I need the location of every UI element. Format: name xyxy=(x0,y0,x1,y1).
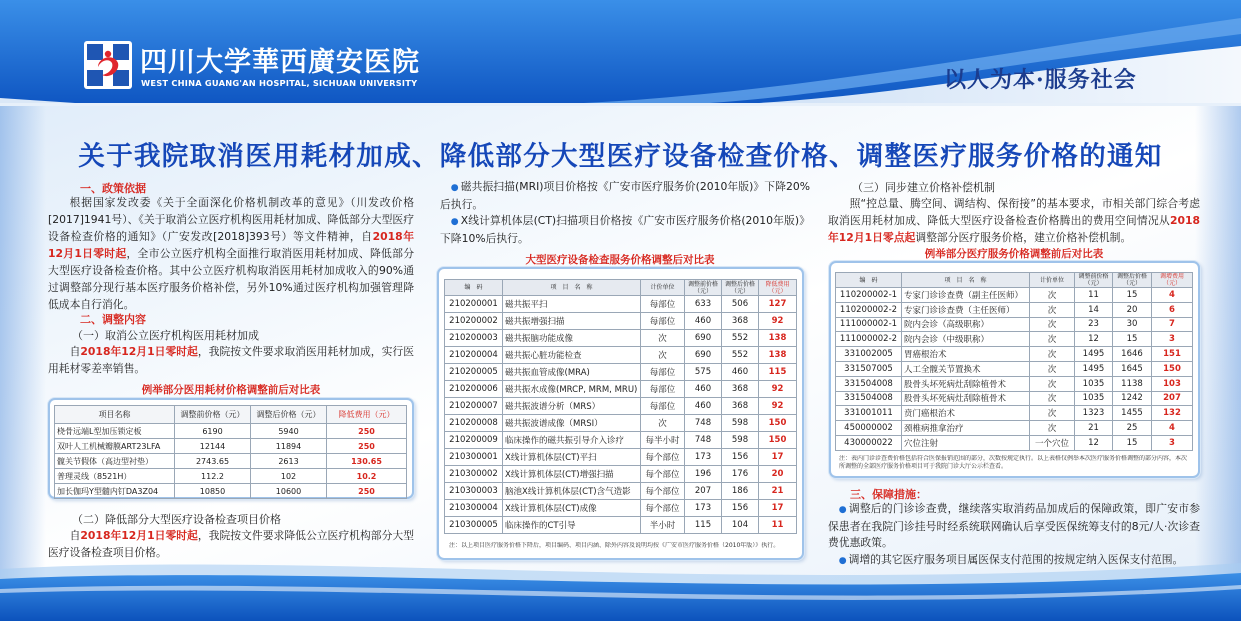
service-table-title: 例举部分医疗服务价格调整前后对比表 xyxy=(924,248,1104,260)
equipment-table-row xyxy=(445,313,797,330)
service-table-panel xyxy=(829,261,1200,478)
equipment-table-cell: 598 xyxy=(722,432,759,449)
consumables-table-cell: 112.2 xyxy=(175,469,251,484)
column-header: 调整后价格（元） xyxy=(1113,273,1152,288)
column-header: 编 码 xyxy=(836,273,902,288)
equipment-table-cell: 460 xyxy=(685,313,722,330)
equipment-table-row xyxy=(445,466,797,483)
service-table-cell: 12 xyxy=(1075,332,1113,347)
service-table-cell: 15 xyxy=(1113,435,1152,450)
equipment-table-cell: 210300002 xyxy=(445,466,503,483)
service-table-cell: 次 xyxy=(1030,317,1075,332)
equipment-table-cell: 460 xyxy=(685,381,722,398)
consumables-table-cell: 130.65 xyxy=(327,454,407,469)
equipment-table-cell: 临床操作的磁共振引导介入诊疗 xyxy=(503,432,641,449)
equipment-table-cell: 748 xyxy=(685,415,722,432)
consumables-table-row xyxy=(55,424,407,439)
consumables-table-cell: 双叶人工机械瓣膜ART23LFA xyxy=(55,439,175,454)
service-table-row xyxy=(836,421,1193,436)
service-table-cell: 次 xyxy=(1030,332,1075,347)
service-table-cell: 1495 xyxy=(1075,347,1113,362)
equipment-table-cell: 17 xyxy=(759,449,797,466)
blue-dot-icon: ● xyxy=(450,217,459,227)
service-table-cell: 450000002 xyxy=(836,421,902,436)
service-table-cell: 胃癌根治术 xyxy=(902,347,1030,362)
equipment-table-cell: 每部位 xyxy=(641,398,685,415)
service-table-row xyxy=(836,288,1193,303)
service-table-cell: 次 xyxy=(1030,421,1075,436)
effective-date: 2018年12月1日零时起 xyxy=(80,529,198,542)
service-price-table xyxy=(835,272,1193,451)
equipment-table-cell: 460 xyxy=(722,364,759,381)
consumables-table-cell: 250 xyxy=(327,439,407,454)
service-table-cell: 15 xyxy=(1113,332,1152,347)
equipment-table-cell: 20 xyxy=(759,466,797,483)
equipment-table-cell: 磁共振脑功能成像 xyxy=(503,330,641,347)
service-table-cell: 股骨头坏死病灶刮除植骨术 xyxy=(902,391,1030,406)
slogan: 以人为本·服务社会 xyxy=(944,67,1137,93)
effective-date: 2018年12月1日零点起 xyxy=(828,214,1200,244)
equipment-table-cell: 210200003 xyxy=(445,330,503,347)
service-table-cell: 30 xyxy=(1113,317,1152,332)
equipment-table-cell: 368 xyxy=(722,398,759,415)
equipment-table-cell: 每半小时 xyxy=(641,432,685,449)
service-table-cell: 151 xyxy=(1152,347,1193,362)
hospital-logo-icon xyxy=(84,41,132,89)
equipment-table-cell: 210200008 xyxy=(445,415,503,432)
consumables-table-cell: 2613 xyxy=(251,454,327,469)
service-table-body xyxy=(836,288,1193,451)
service-table-cell: 3 xyxy=(1152,332,1193,347)
equipment-table-cell: 210200001 xyxy=(445,296,503,313)
service-table-cell: 15 xyxy=(1113,288,1152,303)
consumables-table-body xyxy=(55,424,407,499)
consumables-table-cell: 普理灵线（8521H） xyxy=(55,469,175,484)
service-table-row xyxy=(836,391,1193,406)
equipment-table-cell: 92 xyxy=(759,313,797,330)
service-table-note: 注：表内门诊诊查费价格包括符合医保报销范围的部分，次数按规定执行。以上表格仅例举本次医疗服务价格调整的部分内容，本次所调整的全部医疗服务价格项目可于我院门诊大厅公示栏查看。 xyxy=(839,455,1188,470)
service-table-cell: 一个穴位 xyxy=(1030,435,1075,450)
equipment-table-cell: 748 xyxy=(685,432,722,449)
service-table-cell: 207 xyxy=(1152,391,1193,406)
column-header: 项 目 名 称 xyxy=(902,273,1030,288)
service-table-cell: 331504008 xyxy=(836,391,902,406)
equipment-table-cell: 次 xyxy=(641,330,685,347)
equipment-table-cell: 92 xyxy=(759,398,797,415)
service-table-cell: 25 xyxy=(1113,421,1152,436)
list-item xyxy=(440,213,810,247)
consumables-table-cell: 250 xyxy=(327,424,407,439)
equipment-table-panel xyxy=(437,267,804,560)
equipment-table-cell: 196 xyxy=(685,466,722,483)
consumables-table-cell: 髋关节假体（高边型衬垫） xyxy=(55,454,175,469)
compensation-paragraph xyxy=(828,195,1200,246)
equipment-table-cell: 633 xyxy=(685,296,722,313)
service-table-cell: 专家门诊诊查费（主任医师） xyxy=(902,302,1030,317)
equipment-table-cell: 150 xyxy=(759,415,797,432)
imaging-price-list xyxy=(440,179,810,247)
equipment-table-cell: 每部位 xyxy=(641,364,685,381)
service-table-cell: 1035 xyxy=(1075,391,1113,406)
consumables-table-cell: 250 xyxy=(327,484,407,499)
service-table-cell: 1646 xyxy=(1113,347,1152,362)
equipment-table-cell: 210200004 xyxy=(445,347,503,364)
equipment-table-cell: 11 xyxy=(759,517,797,534)
equipment-table-row xyxy=(445,415,797,432)
service-table-row xyxy=(836,376,1193,391)
service-table-cell: 1138 xyxy=(1113,376,1152,391)
policy-paragraph xyxy=(48,194,414,313)
equipment-table-row xyxy=(445,364,797,381)
consumables-text: ，我院按文件要求取消医用耗材加成，实行医用耗材零差率销售。 xyxy=(48,345,415,375)
service-table-cell: 23 xyxy=(1075,317,1113,332)
equipment-table-cell: 磁共振平扫 xyxy=(503,296,641,313)
equipment-table-cell: 156 xyxy=(722,449,759,466)
equipment-table-note: 注：以上项目医疗服务价格下降后，项目编码、项目内涵、除外内容及说明均按《广安市医疗服务价格（2010年版）》执行。 xyxy=(449,542,780,549)
table-header-row xyxy=(836,273,1193,288)
list-item-text: 调整后的门诊诊查费，继续落实取消药品加成后的保障政策，即广安市参保患者在我院门诊挂号时经系统联网确认后享受医保统筹支付的8元/人·次诊查费优惠政策。 xyxy=(828,502,1201,549)
column-header: 调增费用（元） xyxy=(1152,273,1193,288)
list-item-text: X线计算机体层(CT)扫描项目价格按《广安市医疗服务价格(2010年版)》下降10%后执行。 xyxy=(440,214,810,245)
column-header: 项 目 名 称 xyxy=(503,280,641,296)
equipment-table-cell: 210200009 xyxy=(445,432,503,449)
consumables-table-cell: 5940 xyxy=(251,424,327,439)
equipment-table-cell: 138 xyxy=(759,330,797,347)
compensation-text: 调整部分医疗服务价格，建立价格补偿机制。 xyxy=(915,231,1132,244)
equipment-table-cell: 次 xyxy=(641,415,685,432)
section-guarantee-heading: 三、保障措施： xyxy=(850,488,927,501)
equipment-table-cell: 186 xyxy=(722,483,759,500)
service-table-cell: 股骨头坏死病灶刮除植骨术 xyxy=(902,376,1030,391)
equipment-table-cell: 690 xyxy=(685,347,722,364)
consumables-table-row xyxy=(55,469,407,484)
column-header: 降低费用（元） xyxy=(327,406,407,424)
equipment-table-cell: 次 xyxy=(641,347,685,364)
equipment-table-cell: 磁共振波谱成像（MRSI） xyxy=(503,415,641,432)
column-header: 调整前价格（元） xyxy=(1075,273,1113,288)
service-table-cell: 21 xyxy=(1075,421,1113,436)
equipment-table-row xyxy=(445,330,797,347)
consumables-paragraph xyxy=(48,343,414,377)
equipment-table-title: 大型医疗设备检查服务价格调整后对比表 xyxy=(525,254,715,266)
service-table-cell: 4 xyxy=(1152,421,1193,436)
equipment-table-row xyxy=(445,432,797,449)
equipment-table-cell: 每部位 xyxy=(641,313,685,330)
service-table-row xyxy=(836,302,1193,317)
equipment-table-cell: 210300001 xyxy=(445,449,503,466)
service-table-cell: 6 xyxy=(1152,302,1193,317)
equipment-table-cell: 210200006 xyxy=(445,381,503,398)
equipment-table-row xyxy=(445,398,797,415)
equipment-table-cell: 磁共振波谱分析（MRS） xyxy=(503,398,641,415)
section-policy-heading: 一、政策依据 xyxy=(80,182,146,195)
consumables-table-row xyxy=(55,439,407,454)
service-table-cell: 颈椎病推拿治疗 xyxy=(902,421,1030,436)
consumables-table-cell: 102 xyxy=(251,469,327,484)
service-table-cell: 穴位注射 xyxy=(902,435,1030,450)
equipment-table-cell: X线计算机体层(CT)平扫 xyxy=(503,449,641,466)
equipment-table-cell: 磁共振水成像(MRCP, MRM, MRU) xyxy=(503,381,641,398)
equipment-table-cell: 磁共振增强扫描 xyxy=(503,313,641,330)
consumables-table-row xyxy=(55,454,407,469)
service-table-row xyxy=(836,406,1193,421)
consumables-table-row xyxy=(55,484,407,499)
equipment-table-cell: 368 xyxy=(722,381,759,398)
service-table-row xyxy=(836,317,1193,332)
equipment-table-row xyxy=(445,347,797,364)
equipment-table-cell: 552 xyxy=(722,347,759,364)
service-table-cell: 20 xyxy=(1113,302,1152,317)
column-header: 调整后价格（元） xyxy=(722,280,759,296)
consumables-table-cell: 加长伽玛Y型髓内钉DA3Z04 xyxy=(55,484,175,499)
equipment-table-cell: 115 xyxy=(685,517,722,534)
equipment-table-cell: 104 xyxy=(722,517,759,534)
subsection-compensation: （三）同步建立价格补偿机制 xyxy=(852,181,995,194)
service-table-cell: 430000022 xyxy=(836,435,902,450)
equipment-table-cell: 598 xyxy=(722,415,759,432)
equipment-table-cell: 半小时 xyxy=(641,517,685,534)
equipment-table-cell: 115 xyxy=(759,364,797,381)
consumables-text: 自 xyxy=(69,345,81,358)
service-table-cell: 次 xyxy=(1030,288,1075,303)
table-header-row xyxy=(445,280,797,296)
service-table-cell: 103 xyxy=(1152,376,1193,391)
equipment-table-row xyxy=(445,296,797,313)
service-table-row xyxy=(836,347,1193,362)
column-header: 计价单位 xyxy=(1030,273,1075,288)
equipment-table-cell: 每个部位 xyxy=(641,483,685,500)
service-table-cell: 1035 xyxy=(1075,376,1113,391)
column-header: 降低费用（元） xyxy=(759,280,797,296)
equipment-price-table xyxy=(444,279,797,534)
column-header: 调整前价格（元） xyxy=(685,280,722,296)
service-table-cell: 贲门癌根治术 xyxy=(902,406,1030,421)
equipment-table-cell: 210300004 xyxy=(445,500,503,517)
consumables-table-cell: 桡骨远端L型加压锁定板 xyxy=(55,424,175,439)
consumables-table-cell: 6190 xyxy=(175,424,251,439)
policy-text: 根据国家发改委《关于全面深化价格机制改革的意见》（川发改价格[2017]1941号）、《关于取消公立医疗机构医用耗材加成、降低部分大型医疗设备检查价格的通知》（广安发改[2018]393号）等文件精神，自 xyxy=(48,196,414,243)
service-table-cell: 110200002-2 xyxy=(836,302,902,317)
equipment-text: ，我院按文件要求降低公立医疗机构部分大型医疗设备检查项目价格。 xyxy=(48,529,415,559)
service-table-cell: 次 xyxy=(1030,406,1075,421)
service-table-cell: 次 xyxy=(1030,361,1075,376)
service-table-row xyxy=(836,435,1193,450)
equipment-table-cell: 210200002 xyxy=(445,313,503,330)
policy-text: ，全市公立医疗机构全面推行取消医用耗材加成、降低部分大型医疗设备检查价格。其中公立医疗机构取消医用耗材加成收入的90%通过调整部分现行基本医疗服务价格补偿，另外10%通过医疗机构加强管理降低成本自行消化。 xyxy=(48,247,414,311)
equipment-table-cell: 脑池X线计算机体层(CT)含气造影 xyxy=(503,483,641,500)
consumables-table-cell: 10.2 xyxy=(327,469,407,484)
section-adjust-heading: 二、调整内容 xyxy=(80,313,146,326)
consumables-table-cell: 10850 xyxy=(175,484,251,499)
list-item xyxy=(440,179,810,213)
blue-dot-icon: ● xyxy=(838,555,847,566)
column-header: 调整前价格（元） xyxy=(175,406,251,424)
consumables-table-title: 例举部分医用耗材价格调整前后对比表 xyxy=(141,384,321,396)
column-header: 编 码 xyxy=(445,280,503,296)
equipment-table-row xyxy=(445,500,797,517)
equipment-table-cell: 207 xyxy=(685,483,722,500)
consumables-table-cell: 10600 xyxy=(251,484,327,499)
blue-dot-icon: ● xyxy=(450,183,459,193)
table-header-row xyxy=(55,406,407,424)
equipment-table-cell: 92 xyxy=(759,381,797,398)
equipment-table-cell: 156 xyxy=(722,500,759,517)
hospital-name-cn: 四川大学華西廣安医院 xyxy=(140,47,420,78)
service-table-cell: 331504008 xyxy=(836,376,902,391)
equipment-table-cell: 每个部位 xyxy=(641,449,685,466)
service-table-cell: 院内会诊（高级职称） xyxy=(902,317,1030,332)
column-header: 计价单位 xyxy=(641,280,685,296)
equipment-table-row xyxy=(445,517,797,534)
service-table-cell: 次 xyxy=(1030,302,1075,317)
service-table-cell: 专家门诊诊查费（副主任医师） xyxy=(902,288,1030,303)
service-table-cell: 4 xyxy=(1152,288,1193,303)
equipment-table-cell: 150 xyxy=(759,432,797,449)
consumables-price-table xyxy=(54,405,407,499)
service-table-cell: 150 xyxy=(1152,361,1193,376)
equipment-table-cell: X线计算机体层(CT)增强扫描 xyxy=(503,466,641,483)
list-item-text: 磁共振扫描(MRI)项目价格按《广安市医疗服务价(2010年版)》下降20%后执行。 xyxy=(440,180,810,211)
subsection-equipment: （二）降低部分大型医疗设备检查项目价格 xyxy=(72,513,281,526)
service-table-cell: 次 xyxy=(1030,391,1075,406)
consumables-table-cell: 12144 xyxy=(175,439,251,454)
service-table-cell: 7 xyxy=(1152,317,1193,332)
service-table-cell: 1455 xyxy=(1113,406,1152,421)
service-table-cell: 111000002-1 xyxy=(836,317,902,332)
equipment-table-body xyxy=(445,296,797,534)
list-item xyxy=(828,501,1200,552)
service-table-cell: 110200002-1 xyxy=(836,288,902,303)
equipment-table-cell: 210300005 xyxy=(445,517,503,534)
equipment-table-cell: 552 xyxy=(722,330,759,347)
notice-title: 关于我院取消医用耗材加成、降低部分大型医疗设备检查价格、调整医疗服务价格的通知 xyxy=(78,141,1163,172)
equipment-table-cell: X线计算机体层(CT)成像 xyxy=(503,500,641,517)
equipment-table-cell: 210200005 xyxy=(445,364,503,381)
hospital-name-en: WEST CHINA GUANG'AN HOSPITAL, SICHUAN UNIVERSITY xyxy=(141,78,418,88)
column-header: 调整后价格（元） xyxy=(251,406,327,424)
effective-date: 2018年12月1日零时起 xyxy=(48,230,414,260)
equipment-table-cell: 每部位 xyxy=(641,296,685,313)
service-table-cell: 331002005 xyxy=(836,347,902,362)
equipment-text: 自 xyxy=(69,529,81,542)
list-item-text: 调增的其它医疗服务项目属医保支付范围的按规定纳入医保支付范围。 xyxy=(848,552,1184,566)
equipment-table-cell: 21 xyxy=(759,483,797,500)
consumables-table-cell: 11894 xyxy=(251,439,327,454)
service-table-cell: 人工全髋关节置换术 xyxy=(902,361,1030,376)
service-table-cell: 11 xyxy=(1075,288,1113,303)
equipment-table-cell: 460 xyxy=(685,398,722,415)
equipment-table-cell: 17 xyxy=(759,500,797,517)
equipment-table-cell: 138 xyxy=(759,347,797,364)
service-table-row xyxy=(836,332,1193,347)
equipment-table-cell: 磁共振心脏功能检查 xyxy=(503,347,641,364)
effective-date: 2018年12月1日零时起 xyxy=(80,345,198,358)
equipment-table-cell: 每个部位 xyxy=(641,500,685,517)
equipment-table-cell: 173 xyxy=(685,449,722,466)
service-table-cell: 次 xyxy=(1030,376,1075,391)
footer-banner xyxy=(0,552,1241,621)
equipment-table-row xyxy=(445,483,797,500)
equipment-table-cell: 每个部位 xyxy=(641,466,685,483)
service-table-cell: 1645 xyxy=(1113,361,1152,376)
equipment-table-cell: 575 xyxy=(685,364,722,381)
column-header: 项目名称 xyxy=(55,406,175,424)
service-table-cell: 12 xyxy=(1075,435,1113,450)
equipment-table-cell: 173 xyxy=(685,500,722,517)
equipment-table-cell: 368 xyxy=(722,313,759,330)
service-table-cell: 次 xyxy=(1030,347,1075,362)
equipment-table-cell: 210200007 xyxy=(445,398,503,415)
service-table-cell: 1323 xyxy=(1075,406,1113,421)
subsection-consumables: （一）取消公立医疗机构医用耗材加成 xyxy=(72,329,259,342)
consumables-table-panel xyxy=(48,398,414,499)
service-table-cell: 132 xyxy=(1152,406,1193,421)
equipment-table-cell: 127 xyxy=(759,296,797,313)
service-table-cell: 331507005 xyxy=(836,361,902,376)
service-table-cell: 1495 xyxy=(1075,361,1113,376)
equipment-table-cell: 506 xyxy=(722,296,759,313)
service-table-cell: 14 xyxy=(1075,302,1113,317)
equipment-table-cell: 每部位 xyxy=(641,381,685,398)
equipment-table-cell: 176 xyxy=(722,466,759,483)
compensation-text: 照“控总量、腾空间、调结构、保衔接”的基本要求，市相关部门综合考虑取消医用耗材加成、降低大型医疗设备检查价格腾出的费用空间情况从 xyxy=(828,197,1200,227)
equipment-table-cell: 磁共振血管成像(MRA) xyxy=(503,364,641,381)
service-table-cell: 331001011 xyxy=(836,406,902,421)
consumables-table-cell: 2743.65 xyxy=(175,454,251,469)
service-table-cell: 3 xyxy=(1152,435,1193,450)
equipment-table-row xyxy=(445,449,797,466)
equipment-table-cell: 210300003 xyxy=(445,483,503,500)
equipment-table-cell: 临床操作的CT引导 xyxy=(503,517,641,534)
equipment-table-cell: 690 xyxy=(685,330,722,347)
service-table-cell: 院内会诊（中级职称） xyxy=(902,332,1030,347)
service-table-cell: 1242 xyxy=(1113,391,1152,406)
blue-dot-icon: ● xyxy=(838,505,847,515)
service-table-row xyxy=(836,361,1193,376)
equipment-table-row xyxy=(445,381,797,398)
service-table-cell: 111000002-2 xyxy=(836,332,902,347)
